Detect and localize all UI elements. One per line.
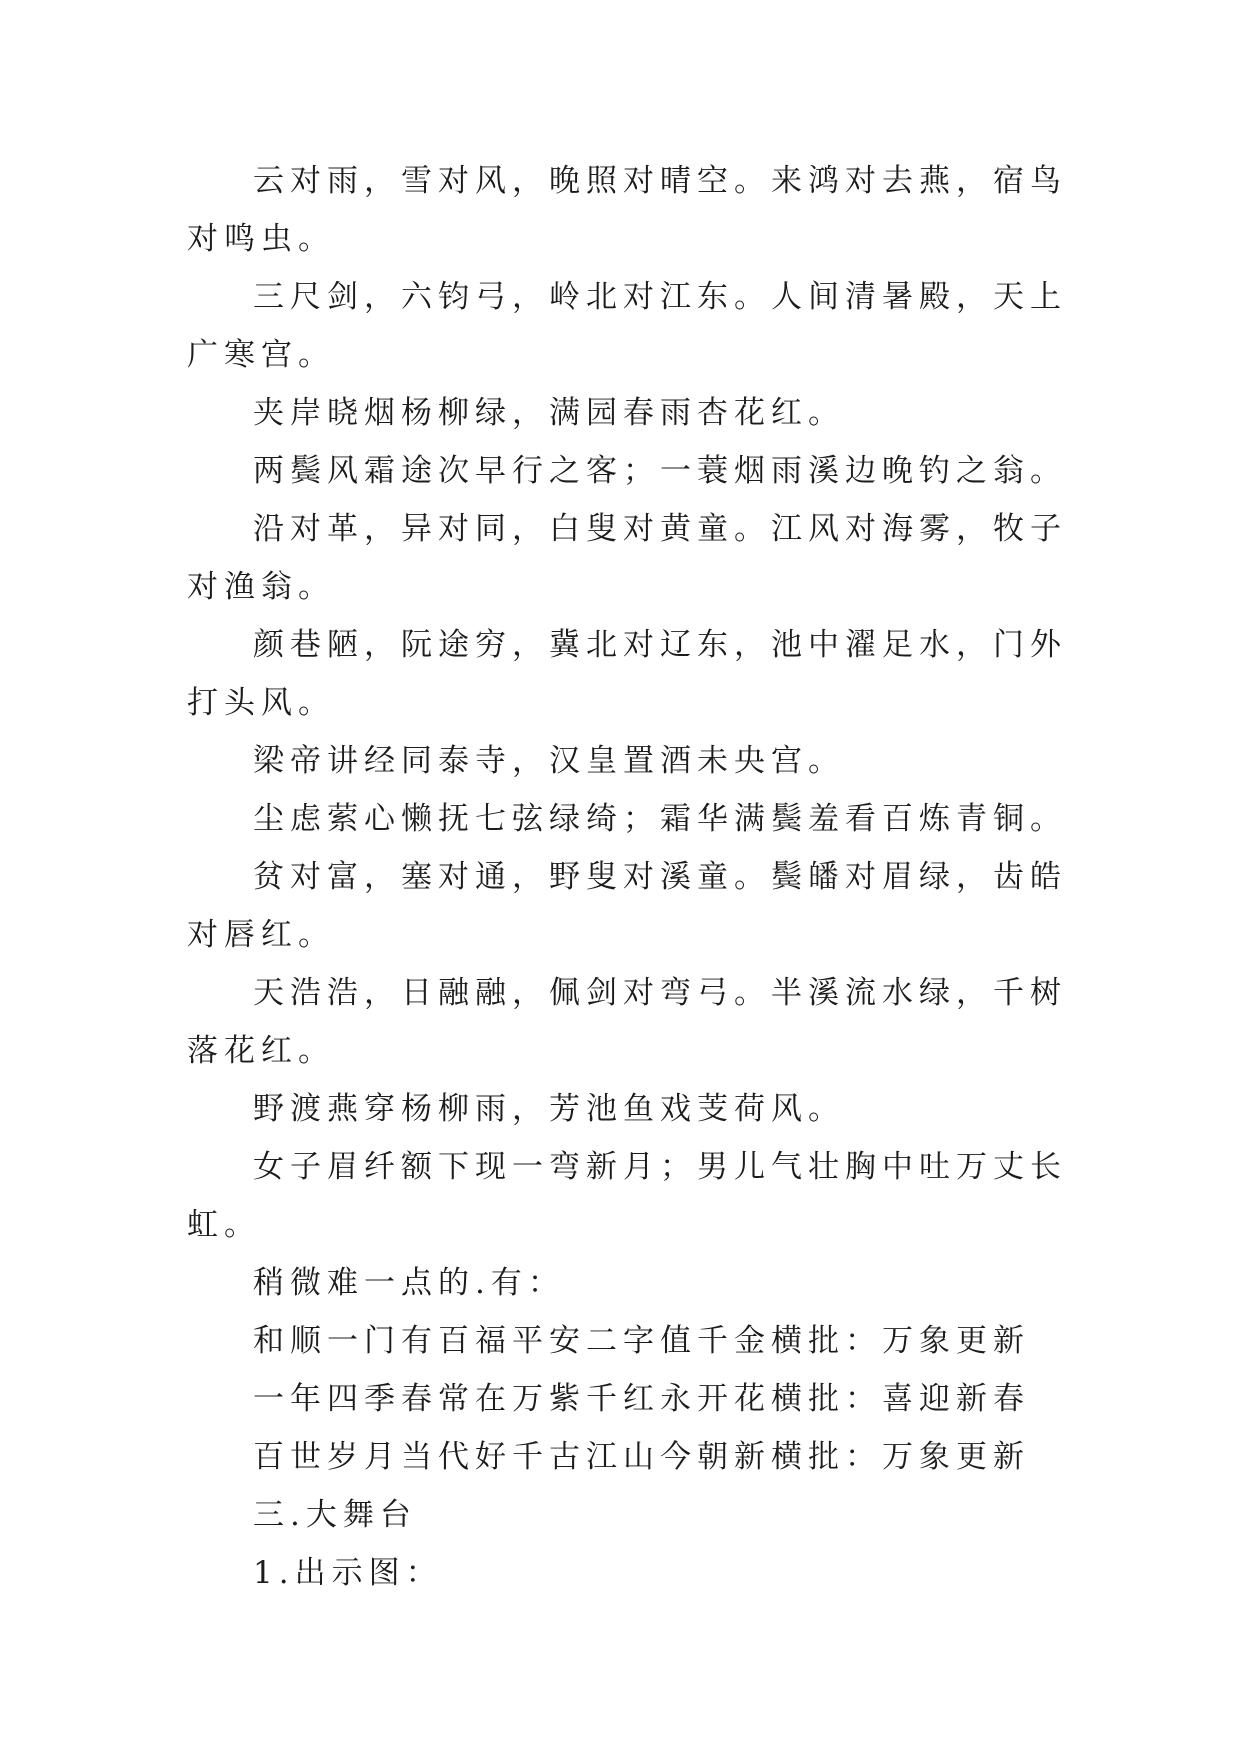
paragraph: 沿对革，异对同，白叟对黄童。江风对海雾，牧子对渔翁。	[187, 511, 1067, 605]
paragraph: 贫对富，塞对通，野叟对溪童。鬓皤对眉绿，齿皓对唇红。	[187, 859, 1067, 953]
paragraph: 夹岸晓烟杨柳绿，满园春雨杏花红。	[253, 395, 845, 431]
paragraph: 三尺剑，六钧弓，岭北对江东。人间清暑殿，天上广寒宫。	[187, 279, 1067, 373]
paragraph: 女子眉纤额下现一弯新月；男儿气壮胸中吐万丈长虹。	[187, 1149, 1067, 1243]
paragraph: 梁帝讲经同泰寺，汉皇置酒未央宫。	[253, 743, 845, 779]
paragraph: 稍微难一点的.有：	[253, 1265, 565, 1301]
paragraph: 两鬓风霜途次早行之客；一蓑烟雨溪边晚钓之翁。	[253, 453, 1067, 489]
paragraph: 尘虑萦心懒抚七弦绿绮；霜华满鬓羞看百炼青铜。	[253, 801, 1067, 837]
paragraph: 百世岁月当代好千古江山今朝新横批：万象更新	[253, 1439, 1030, 1475]
paragraph: 颜巷陋，阮途穷，冀北对辽东，池中濯足水，门外打头风。	[187, 627, 1067, 721]
paragraph: 天浩浩，日融融，佩剑对弯弓。半溪流水绿，千树落花红。	[187, 975, 1067, 1069]
document-body	[187, 152, 1067, 1602]
paragraph: 云对雨，雪对风，晚照对晴空。来鸿对去燕，宿鸟对鸣虫。	[187, 163, 1067, 257]
paragraph: 一年四季春常在万紫千红永开花横批：喜迎新春	[253, 1381, 1030, 1417]
subsection-heading: 1.出示图：	[253, 1555, 443, 1591]
paragraph: 和顺一门有百福平安二字值千金横批：万象更新	[253, 1323, 1030, 1359]
paragraph: 野渡燕穿杨柳雨，芳池鱼戏芰荷风。	[253, 1091, 845, 1127]
section-heading: 三.大舞台	[253, 1497, 417, 1533]
